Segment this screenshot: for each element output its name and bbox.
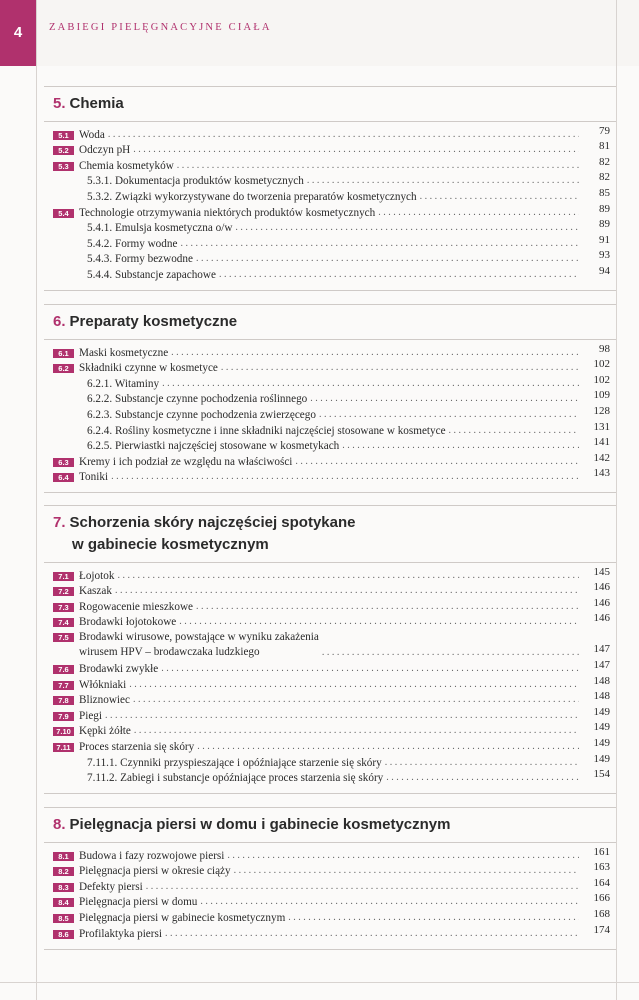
chapter-bottom-rule bbox=[44, 290, 616, 291]
entry-title: Chemia kosmetyków bbox=[79, 159, 174, 172]
entry-page-number: 128 bbox=[593, 404, 610, 417]
entry-page-number: 98 bbox=[599, 342, 610, 355]
dot-leader bbox=[420, 190, 579, 204]
entry-page-number: 94 bbox=[599, 264, 610, 277]
dot-leader bbox=[129, 678, 579, 692]
entry-title: Maski kosmetyczne bbox=[79, 346, 169, 359]
entry-page-number: 149 bbox=[593, 736, 610, 749]
entry-title: Włókniaki bbox=[79, 678, 127, 691]
entry-page-number: 168 bbox=[593, 907, 610, 920]
section-badge: 5.3 bbox=[53, 162, 74, 171]
entry-page-number: 149 bbox=[593, 752, 610, 765]
toc-entry[interactable] bbox=[44, 453, 616, 469]
chapter-5 bbox=[44, 86, 616, 291]
margin-rule-right bbox=[616, 0, 617, 1000]
entry-title: Pielęgnacja piersi w domu bbox=[79, 896, 198, 909]
entry-page-number: 82 bbox=[599, 155, 610, 168]
dot-leader bbox=[234, 864, 579, 878]
entry-page-number: 146 bbox=[593, 581, 610, 594]
entry-list bbox=[44, 122, 616, 282]
section-badge: 7.2 bbox=[53, 587, 74, 596]
entry-page-number: 81 bbox=[599, 140, 610, 153]
chapter-number: 8. bbox=[53, 816, 66, 833]
entry-title: Brodawki zwykłe bbox=[79, 662, 159, 675]
entry-page-number: 89 bbox=[599, 202, 610, 215]
section-badge: 7.1 bbox=[53, 572, 74, 581]
toc-entry[interactable] bbox=[44, 863, 616, 879]
dot-leader bbox=[386, 771, 579, 785]
dot-leader bbox=[162, 377, 579, 391]
entry-title: Proces starzenia się skóry bbox=[79, 740, 195, 753]
chapter-number: 7. bbox=[53, 514, 66, 531]
entry-title: Łojotok bbox=[79, 569, 115, 582]
entry-page-number: 102 bbox=[593, 358, 610, 371]
entry-title: 6.2.2. Substancje czynne pochodzenia roślinnego bbox=[87, 393, 308, 406]
section-badge: 5.2 bbox=[53, 146, 74, 155]
toc-entry[interactable] bbox=[44, 894, 616, 910]
chapter-heading bbox=[44, 86, 616, 122]
toc-entry[interactable] bbox=[44, 878, 616, 894]
entry-list bbox=[44, 340, 616, 484]
entry-page-number: 147 bbox=[593, 643, 610, 656]
chapter-8 bbox=[44, 807, 616, 950]
entry-title: Piegi bbox=[79, 709, 102, 722]
entry-title: Technologie otrzymywania niektórych produktów kosmetycznych bbox=[79, 206, 376, 219]
section-badge: 6.1 bbox=[53, 349, 74, 358]
entry-title: 5.4.1. Emulsja kosmetyczna o/w bbox=[87, 222, 233, 235]
entry-title: Budowa i fazy rozwojowe piersi bbox=[79, 849, 225, 862]
dot-leader bbox=[219, 268, 579, 282]
dot-leader bbox=[171, 346, 579, 360]
entry-page-number: 145 bbox=[593, 565, 610, 578]
entry-page-number: 164 bbox=[593, 876, 610, 889]
entry-title: Rogowacenie mieszkowe bbox=[79, 600, 194, 613]
toc-subentry[interactable] bbox=[44, 173, 616, 189]
entry-title: Kaszak bbox=[79, 585, 112, 598]
chapter-title-line2: w gabinecie kosmetycznym bbox=[72, 536, 269, 553]
entry-page-number: 102 bbox=[593, 373, 610, 386]
dot-leader bbox=[322, 646, 579, 660]
entry-page-number: 146 bbox=[593, 596, 610, 609]
dot-leader bbox=[108, 128, 579, 142]
toc-entry[interactable] bbox=[44, 598, 616, 614]
toc-subentry[interactable] bbox=[44, 391, 616, 407]
entry-title: 7.11.1. Czynniki przyspieszające i opóźniające starzenie się skóry bbox=[87, 756, 382, 769]
entry-page-number: 91 bbox=[599, 233, 610, 246]
section-badge: 7.6 bbox=[53, 665, 74, 674]
toc-entry[interactable] bbox=[44, 204, 616, 220]
section-badge: 8.4 bbox=[53, 898, 74, 907]
dot-leader bbox=[133, 693, 579, 707]
dot-leader bbox=[111, 470, 579, 484]
entry-title: 5.4.3. Formy bezwodne bbox=[87, 253, 193, 266]
entry-title: Odczyn pH bbox=[79, 144, 131, 157]
toc-entry[interactable] bbox=[44, 469, 616, 485]
entry-title: Brodawki wirusowe, powstające w wyniku zakażenia wirusem HPV – brodawczaka ludzkiego bbox=[79, 630, 319, 658]
entry-title: Bliznowiec bbox=[79, 694, 130, 707]
dot-leader bbox=[179, 615, 579, 629]
chapter-number: 5. bbox=[53, 95, 66, 112]
chapter-bottom-rule bbox=[44, 949, 616, 950]
entry-title: Pielęgnacja piersi w okresie ciąży bbox=[79, 865, 231, 878]
page-number: 4 bbox=[0, 0, 36, 66]
entry-page-number: 79 bbox=[599, 124, 610, 137]
toc-subentry[interactable] bbox=[44, 438, 616, 454]
dot-leader bbox=[134, 724, 579, 738]
entry-page-number: 149 bbox=[593, 705, 610, 718]
chapter-bottom-rule bbox=[44, 793, 616, 794]
entry-page-number: 174 bbox=[593, 923, 610, 936]
dot-leader bbox=[177, 159, 579, 173]
toc-entry[interactable] bbox=[44, 142, 616, 158]
section-badge: 5.4 bbox=[53, 209, 74, 218]
dot-leader bbox=[180, 237, 579, 251]
toc-entry[interactable] bbox=[44, 847, 616, 863]
toc-entry[interactable] bbox=[44, 909, 616, 925]
entry-list bbox=[44, 843, 616, 941]
entry-page-number: 166 bbox=[593, 892, 610, 905]
entry-title: 7.11.2. Zabiegi i substancje opóźniające proces starzenia się skóry bbox=[87, 772, 384, 785]
section-badge: 7.10 bbox=[53, 727, 74, 736]
toc-entry[interactable] bbox=[44, 360, 616, 376]
page-bottom-rule bbox=[0, 982, 639, 983]
section-badge: 7.7 bbox=[53, 681, 74, 690]
toc-entry[interactable] bbox=[44, 344, 616, 360]
dot-leader bbox=[117, 569, 579, 583]
section-badge: 6.4 bbox=[53, 473, 74, 482]
toc-entry[interactable] bbox=[44, 614, 616, 630]
chapter-title: Chemia bbox=[69, 95, 124, 112]
section-badge: 7.4 bbox=[53, 618, 74, 627]
dot-leader bbox=[319, 408, 579, 422]
chapter-heading bbox=[44, 807, 616, 843]
toc-entry[interactable] bbox=[44, 583, 616, 599]
dot-leader bbox=[196, 252, 579, 266]
section-badge: 7.3 bbox=[53, 603, 74, 612]
entry-title: Kremy i ich podział ze względu na właściwości bbox=[79, 455, 293, 468]
toc-subentry[interactable] bbox=[44, 188, 616, 204]
entry-title: 6.2.5. Pierwiastki najczęściej stosowane w kosmetykach bbox=[87, 440, 340, 453]
chapter-bottom-rule bbox=[44, 492, 616, 493]
chapter-7 bbox=[44, 505, 616, 794]
entry-page-number: 142 bbox=[593, 451, 610, 464]
toc-entry[interactable] bbox=[44, 723, 616, 739]
margin-rule-left bbox=[36, 0, 37, 1000]
section-badge: 7.5 bbox=[53, 633, 74, 642]
dot-leader bbox=[288, 911, 579, 925]
chapter-title: Pielęgnacja piersi w domu i gabinecie kosmetycznym bbox=[69, 816, 451, 833]
toc-subentry[interactable] bbox=[44, 422, 616, 438]
dot-leader bbox=[105, 709, 579, 723]
dot-leader bbox=[295, 455, 579, 469]
toc-subentry[interactable] bbox=[44, 251, 616, 267]
chapter-heading bbox=[44, 505, 616, 563]
entry-page-number: 148 bbox=[593, 690, 610, 703]
entry-title: Profilaktyka piersi bbox=[79, 927, 162, 940]
toc-entry[interactable] bbox=[44, 660, 616, 676]
toc-entry[interactable] bbox=[44, 925, 616, 941]
toc-subentry[interactable] bbox=[44, 770, 616, 786]
entry-list bbox=[44, 563, 616, 785]
dot-leader bbox=[385, 756, 579, 770]
entry-title: Brodawki łojotokowe bbox=[79, 616, 177, 629]
entry-page-number: 146 bbox=[593, 612, 610, 625]
dot-leader bbox=[221, 361, 579, 375]
toc-entry[interactable] bbox=[44, 707, 616, 723]
chapter-title: Schorzenia skóry najczęściej spotykane bbox=[69, 514, 356, 531]
entry-title: 6.2.3. Substancje czynne pochodzenia zwierzęcego bbox=[87, 408, 316, 421]
dot-leader bbox=[146, 880, 579, 894]
toc-subentry[interactable] bbox=[44, 375, 616, 391]
section-badge: 8.5 bbox=[53, 914, 74, 923]
entry-page-number: 147 bbox=[593, 658, 610, 671]
entry-page-number: 161 bbox=[593, 845, 610, 858]
toc-entry[interactable] bbox=[44, 157, 616, 173]
dot-leader bbox=[310, 392, 579, 406]
toc-subentry[interactable] bbox=[44, 235, 616, 251]
entry-title: 5.3.1. Dokumentacja produktów kosmetycznych bbox=[87, 175, 304, 188]
dot-leader bbox=[133, 143, 579, 157]
header-band bbox=[0, 0, 639, 66]
entry-page-number: 148 bbox=[593, 674, 610, 687]
toc-entry[interactable] bbox=[44, 126, 616, 142]
entry-page-number: 149 bbox=[593, 721, 610, 734]
toc-entry[interactable] bbox=[44, 738, 616, 754]
section-badge: 6.2 bbox=[53, 364, 74, 373]
entry-page-number: 163 bbox=[593, 861, 610, 874]
dot-leader bbox=[378, 206, 579, 220]
toc-subentry[interactable] bbox=[44, 406, 616, 422]
entry-title: 5.3.2. Związki wykorzystywane do tworzenia preparatów kosmetycznych bbox=[87, 190, 417, 203]
dot-leader bbox=[342, 439, 579, 453]
toc-subentry[interactable] bbox=[44, 266, 616, 282]
entry-title: Kępki żółte bbox=[79, 725, 131, 738]
entry-page-number: 131 bbox=[593, 420, 610, 433]
section-badge: 6.3 bbox=[53, 458, 74, 467]
section-badge: 5.1 bbox=[53, 131, 74, 140]
entry-page-number: 82 bbox=[599, 171, 610, 184]
entry-title: 6.2.1. Witaminy bbox=[87, 377, 160, 390]
section-badge: 7.9 bbox=[53, 712, 74, 721]
section-badge: 8.2 bbox=[53, 867, 74, 876]
dot-leader bbox=[115, 584, 579, 598]
chapter-title: Preparaty kosmetyczne bbox=[69, 313, 238, 330]
dot-leader bbox=[165, 927, 579, 941]
chapter-heading bbox=[44, 304, 616, 340]
dot-leader bbox=[161, 662, 579, 676]
entry-title: Woda bbox=[79, 128, 105, 141]
entry-title: Toniki bbox=[79, 471, 109, 484]
dot-leader bbox=[235, 221, 579, 235]
entry-page-number: 93 bbox=[599, 249, 610, 262]
entry-title: 6.2.4. Rośliny kosmetyczne i inne składniki najczęściej stosowane w kosmetyce bbox=[87, 424, 446, 437]
dot-leader bbox=[449, 424, 579, 438]
running-head: ZABIEGI PIELĘGNACYJNE CIAŁA bbox=[49, 22, 272, 33]
toc-entry[interactable] bbox=[44, 567, 616, 583]
toc-subentry[interactable] bbox=[44, 754, 616, 770]
section-badge: 8.1 bbox=[53, 852, 74, 861]
toc-entry[interactable] bbox=[44, 692, 616, 708]
entry-page-number: 85 bbox=[599, 186, 610, 199]
chapter-number: 6. bbox=[53, 313, 66, 330]
dot-leader bbox=[196, 600, 579, 614]
section-badge: 7.8 bbox=[53, 696, 74, 705]
entry-title: Pielęgnacja piersi w gabinecie kosmetycznym bbox=[79, 911, 286, 924]
dot-leader bbox=[197, 740, 579, 754]
section-badge: 8.3 bbox=[53, 883, 74, 892]
entry-page-number: 109 bbox=[593, 389, 610, 402]
section-badge: 7.11 bbox=[53, 743, 74, 752]
entry-page-number: 141 bbox=[593, 436, 610, 449]
entry-title: 5.4.2. Formy wodne bbox=[87, 237, 178, 250]
section-badge: 8.6 bbox=[53, 930, 74, 939]
toc-entry[interactable] bbox=[44, 676, 616, 692]
dot-leader bbox=[200, 895, 579, 909]
entry-title: Składniki czynne w kosmetyce bbox=[79, 362, 218, 375]
entry-title: Defekty piersi bbox=[79, 880, 143, 893]
entry-page-number: 154 bbox=[593, 768, 610, 781]
dot-leader bbox=[227, 849, 579, 863]
entry-page-number: 89 bbox=[599, 218, 610, 231]
toc-entry[interactable] bbox=[44, 629, 616, 660]
chapter-6 bbox=[44, 304, 616, 493]
entry-title: 5.4.4. Substancje zapachowe bbox=[87, 268, 216, 281]
toc-subentry[interactable] bbox=[44, 220, 616, 236]
entry-page-number: 143 bbox=[593, 467, 610, 480]
dot-leader bbox=[307, 174, 579, 188]
